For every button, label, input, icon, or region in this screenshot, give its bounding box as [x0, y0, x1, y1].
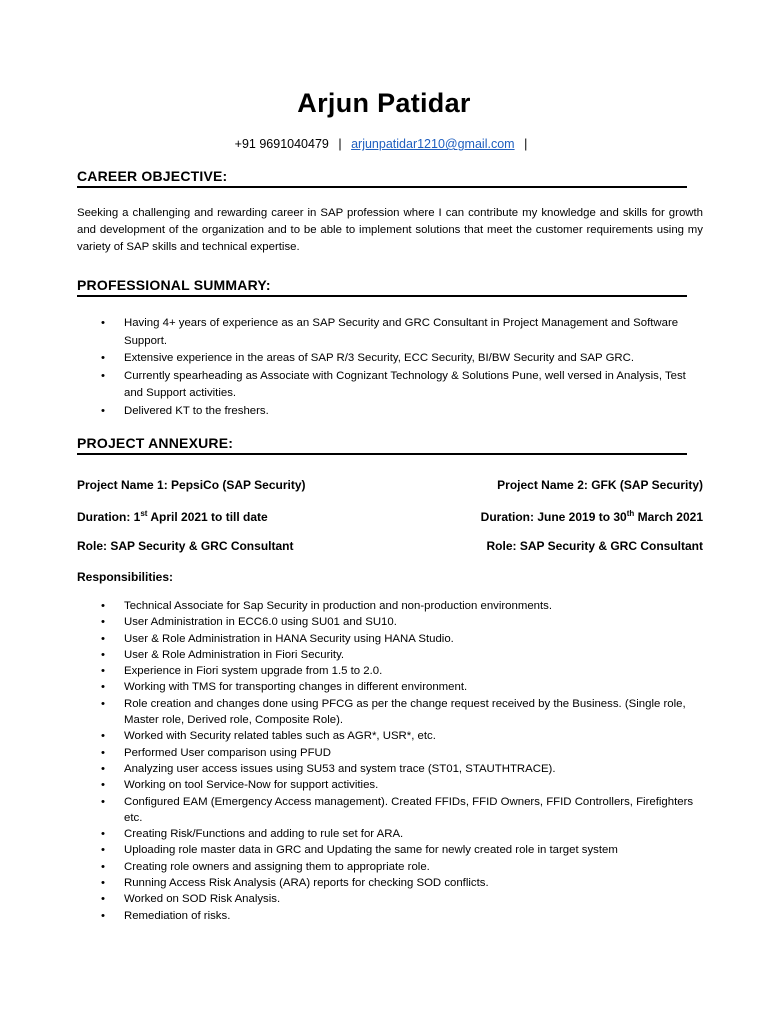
list-item: • Creating Risk/Functions and adding to rule set for ARA.	[77, 826, 703, 842]
list-item: • Extensive experience in the areas of SAP R/3 Security, ECC Security, BI/BW Security and SAP GRC.	[77, 350, 703, 368]
career-objective-text: Seeking a challenging and rewarding career in SAP profession where I can contribute my knowledge and skills for growth and development of the organization and to be able to implement solutions that meet the customer requirements using my variety of SAP skills and technical expertise.	[77, 207, 703, 253]
project-durations-row	[77, 509, 703, 524]
list-item: • User Administration in ECC6.0 using SU01 and SU10.	[77, 614, 703, 630]
project2-duration	[481, 509, 703, 524]
duration-ordinal: th	[626, 509, 635, 518]
duration-text: April 2021 to till date	[147, 510, 268, 524]
list-item: • Currently spearheading as Associate with Cognizant Technology & Solutions Pune, well versed in Analysis, Test and Support activities.	[77, 368, 703, 403]
phone-number: +91 9691040479	[234, 137, 329, 151]
duration-text: March 2021	[634, 510, 703, 524]
duration-text: Duration: June 2019 to 30	[480, 510, 627, 524]
list-item: • Running Access Risk Analysis (ARA) reports for checking SOD conflicts.	[77, 875, 703, 891]
list-item: • Role creation and changes done using PFCG as per the change request received by the Business. (Single role, Master role, Derived role, Composite Role).	[77, 696, 703, 729]
list-item: • Worked on SOD Risk Analysis.	[77, 891, 703, 907]
project2-role: Role: SAP Security & GRC Consultant	[486, 539, 703, 553]
list-item: • Remediation of risks.	[77, 908, 703, 924]
professional-summary-list	[77, 315, 703, 420]
list-item: • Delivered KT to the freshers.	[77, 403, 703, 421]
contact-line	[0, 137, 768, 151]
project-roles-row	[77, 539, 703, 553]
list-item: • Worked with Security related tables such as AGR*, USR*, etc.	[77, 728, 703, 744]
list-item: • Analyzing user access issues using SU53 and system trace (ST01, STAUTHTRACE).	[77, 761, 703, 777]
duration-ordinal: st	[140, 509, 148, 518]
list-item: • Technical Associate for Sap Security in production and non-production environments.	[77, 598, 703, 614]
career-objective-heading: CAREER OBJECTIVE:	[77, 168, 687, 188]
separator: |	[524, 137, 528, 151]
list-item: • Performed User comparison using PFUD	[77, 745, 703, 761]
list-item: • Working with TMS for transporting changes in different environment.	[77, 679, 703, 695]
list-item: • Uploading role master data in GRC and Updating the same for newly created role in target system	[77, 842, 703, 858]
responsibilities-list	[77, 598, 703, 924]
candidate-name: Arjun Patidar	[297, 88, 471, 118]
list-item: • Configured EAM (Emergency Access management). Created FFIDs, FFID Owners, FFID Controllers, Firefighters etc.	[77, 794, 703, 827]
responsibilities-label: Responsibilities:	[77, 570, 174, 584]
duration-text: Duration: 1	[77, 510, 141, 524]
project1-duration	[77, 509, 268, 524]
professional-summary-heading: PROFESSIONAL SUMMARY:	[77, 277, 687, 297]
list-item: • Experience in Fiori system upgrade from 1.5 to 2.0.	[77, 663, 703, 679]
list-item: • Creating role owners and assigning them to appropriate role.	[77, 859, 703, 875]
list-item: • User & Role Administration in Fiori Security.	[77, 647, 703, 663]
list-item: • Working on tool Service-Now for support activities.	[77, 777, 703, 793]
project1-name: Project Name 1: PepsiCo (SAP Security)	[77, 478, 306, 492]
list-item: • User & Role Administration in HANA Security using HANA Studio.	[77, 631, 703, 647]
list-item: • Having 4+ years of experience as an SAP Security and GRC Consultant in Project Management and Software Support.	[77, 315, 703, 350]
email-link[interactable]: arjunpatidar1210@gmail.com	[351, 137, 515, 151]
separator: |	[338, 137, 342, 151]
project-names-row	[77, 478, 703, 492]
project-annexure-heading: PROJECT ANNEXURE:	[77, 435, 687, 455]
project2-name: Project Name 2: GFK (SAP Security)	[497, 478, 703, 492]
project1-role: Role: SAP Security & GRC Consultant	[77, 539, 294, 553]
